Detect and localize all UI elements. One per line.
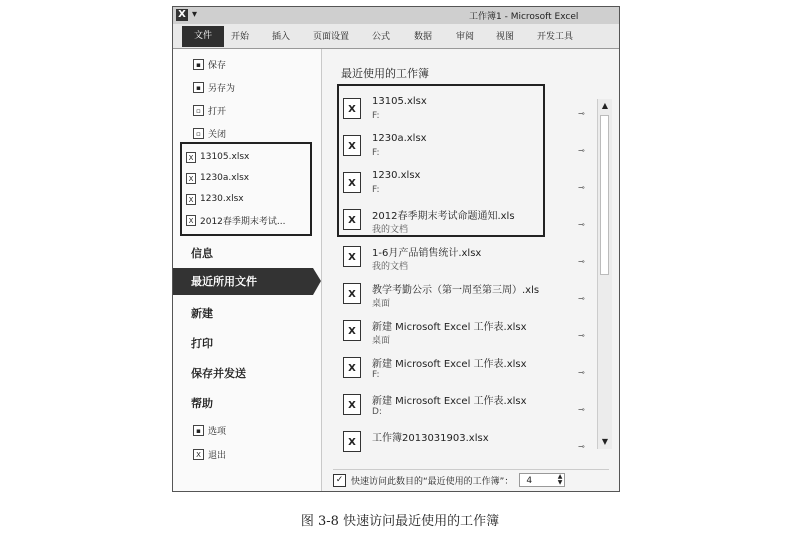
scroll-up-icon[interactable]: ▲: [601, 101, 609, 110]
nav-new[interactable]: 新建: [191, 307, 213, 320]
pin-icon[interactable]: ⊸: [578, 220, 585, 229]
document-name: 2012春季期末考试命题通知.xls: [372, 211, 515, 222]
document-path: 我的文档: [372, 225, 409, 235]
document-name: 工作簿2013031903.xlsx: [372, 433, 489, 444]
document-name: 新建 Microsoft Excel 工作表.xlsx: [372, 396, 527, 407]
figure-caption: 图 3-8 快速访问最近使用的工作簿: [300, 514, 500, 529]
document-path: F:: [372, 370, 380, 380]
nav-print[interactable]: 打印: [191, 337, 213, 350]
vertical-scrollbar[interactable]: [597, 99, 612, 449]
pin-icon[interactable]: ⊸: [578, 109, 585, 118]
tab-data[interactable]: 数据: [414, 32, 433, 42]
tab-view[interactable]: 视图: [496, 32, 515, 42]
nav-save-button[interactable]: [193, 55, 226, 73]
quick-access-label: 快速访问此数目的“最近使用的工作簿”：: [351, 476, 514, 487]
excel-window: [172, 6, 620, 492]
nav-recent[interactable]: 最近所用文件: [173, 268, 313, 295]
quick-access-checkbox[interactable]: ✓: [333, 474, 346, 487]
excel-file-icon: X: [343, 246, 361, 267]
nav-close-button[interactable]: [193, 124, 226, 142]
save-as-icon: ▪: [193, 82, 204, 93]
backstage-nav: [173, 49, 322, 492]
recent-workbooks-panel: [323, 49, 620, 492]
nav-close-label: 关闭: [208, 129, 227, 140]
recent-count-input[interactable]: [519, 473, 565, 487]
document-name: 教学考勤公示（第一周至第三周）.xls: [372, 285, 540, 296]
nav-help[interactable]: 帮助: [191, 397, 213, 410]
excel-file-icon: X: [343, 431, 361, 452]
title-bar: [173, 7, 619, 24]
tab-insert[interactable]: 插入: [272, 32, 291, 42]
excel-file-icon: X: [343, 135, 361, 156]
document-name: 1230.xlsx: [372, 170, 421, 181]
excel-file-icon: X: [343, 283, 361, 304]
exit-icon: X: [193, 449, 204, 460]
open-icon: ▫: [193, 105, 204, 116]
pin-icon[interactable]: ⊸: [578, 146, 585, 155]
pin-icon[interactable]: ⊸: [578, 405, 585, 414]
excel-app-icon[interactable]: X: [176, 9, 188, 21]
nav-options-button[interactable]: [193, 421, 226, 439]
recent-count-value: 4: [526, 476, 533, 486]
nav-save-send[interactable]: 保存并发送: [191, 367, 246, 380]
nav-exit-label: 退出: [208, 450, 227, 461]
tab-file[interactable]: 文件: [182, 26, 224, 47]
excel-file-icon: X: [343, 172, 361, 193]
nav-recent-file-label: 13105.xlsx: [200, 152, 250, 162]
scroll-down-icon[interactable]: ▼: [601, 437, 609, 446]
document-path: 桌面: [372, 299, 391, 309]
document-path: F:: [372, 111, 380, 121]
options-icon: ▪: [193, 425, 204, 436]
excel-file-icon: X: [343, 209, 361, 230]
document-name: 1-6月产品销售统计.xlsx: [372, 248, 482, 259]
nav-info[interactable]: 信息: [191, 247, 213, 260]
quick-access-toolbar-icon[interactable]: ▾: [192, 9, 198, 20]
nav-options-label: 选项: [208, 426, 227, 437]
excel-file-icon: X: [343, 98, 361, 119]
section-title: 最近使用的工作簿: [341, 67, 429, 80]
document-path: F:: [372, 148, 380, 158]
tab-formulas[interactable]: 公式: [372, 32, 391, 42]
spinner-icon[interactable]: ▲ ▼: [557, 473, 563, 486]
pin-icon[interactable]: ⊸: [578, 294, 585, 303]
nav-save-as-label: 另存为: [208, 83, 236, 94]
nav-recent-file-label: 1230a.xlsx: [200, 173, 250, 183]
tab-page-layout[interactable]: 页面设置: [313, 32, 350, 42]
nav-open-button[interactable]: [193, 101, 226, 119]
excel-file-icon: X: [343, 320, 361, 341]
scroll-thumb[interactable]: [600, 115, 609, 275]
nav-open-label: 打开: [208, 106, 227, 117]
document-name: 1230a.xlsx: [372, 133, 427, 144]
nav-save-label: 保存: [208, 60, 227, 71]
excel-file-icon: X: [186, 173, 196, 184]
nav-recent-file[interactable]: [186, 211, 286, 229]
pin-icon[interactable]: ⊸: [578, 257, 585, 266]
document-path: 桌面: [372, 336, 391, 346]
quick-access-footer: [333, 469, 609, 490]
excel-file-icon: X: [343, 357, 361, 378]
pin-icon[interactable]: ⊸: [578, 368, 585, 377]
window-title: 工作簿1 - Microsoft Excel: [469, 12, 579, 22]
pin-icon[interactable]: ⊸: [578, 442, 585, 451]
nav-recent-file[interactable]: [186, 169, 249, 187]
document-name: 新建 Microsoft Excel 工作表.xlsx: [372, 322, 527, 333]
excel-file-icon: X: [186, 152, 196, 163]
tab-review[interactable]: 审阅: [456, 32, 475, 42]
close-icon: ▫: [193, 128, 204, 139]
pin-icon[interactable]: ⊸: [578, 331, 585, 340]
nav-recent-file-label: 2012春季期末考试...: [200, 216, 286, 227]
nav-recent-file[interactable]: [186, 148, 249, 166]
document-name: 13105.xlsx: [372, 96, 427, 107]
nav-save-as-button[interactable]: [193, 78, 235, 96]
excel-file-icon: X: [186, 194, 196, 205]
excel-file-icon: X: [186, 215, 196, 226]
save-icon: ▪: [193, 59, 204, 70]
document-path: 我的文档: [372, 262, 409, 272]
nav-recent-files-box: [180, 142, 312, 236]
nav-exit-button[interactable]: [193, 445, 226, 463]
nav-recent-file[interactable]: [186, 190, 244, 208]
ribbon-tab-bar: [173, 24, 619, 49]
pin-icon[interactable]: ⊸: [578, 183, 585, 192]
document-path: D:: [372, 407, 382, 417]
tab-developer[interactable]: 开发工具: [537, 32, 574, 42]
document-path: F:: [372, 185, 380, 195]
nav-recent-file-label: 1230.xlsx: [200, 194, 244, 204]
document-name: 新建 Microsoft Excel 工作表.xlsx: [372, 359, 527, 370]
tab-home[interactable]: 开始: [231, 32, 250, 42]
excel-file-icon: X: [343, 394, 361, 415]
